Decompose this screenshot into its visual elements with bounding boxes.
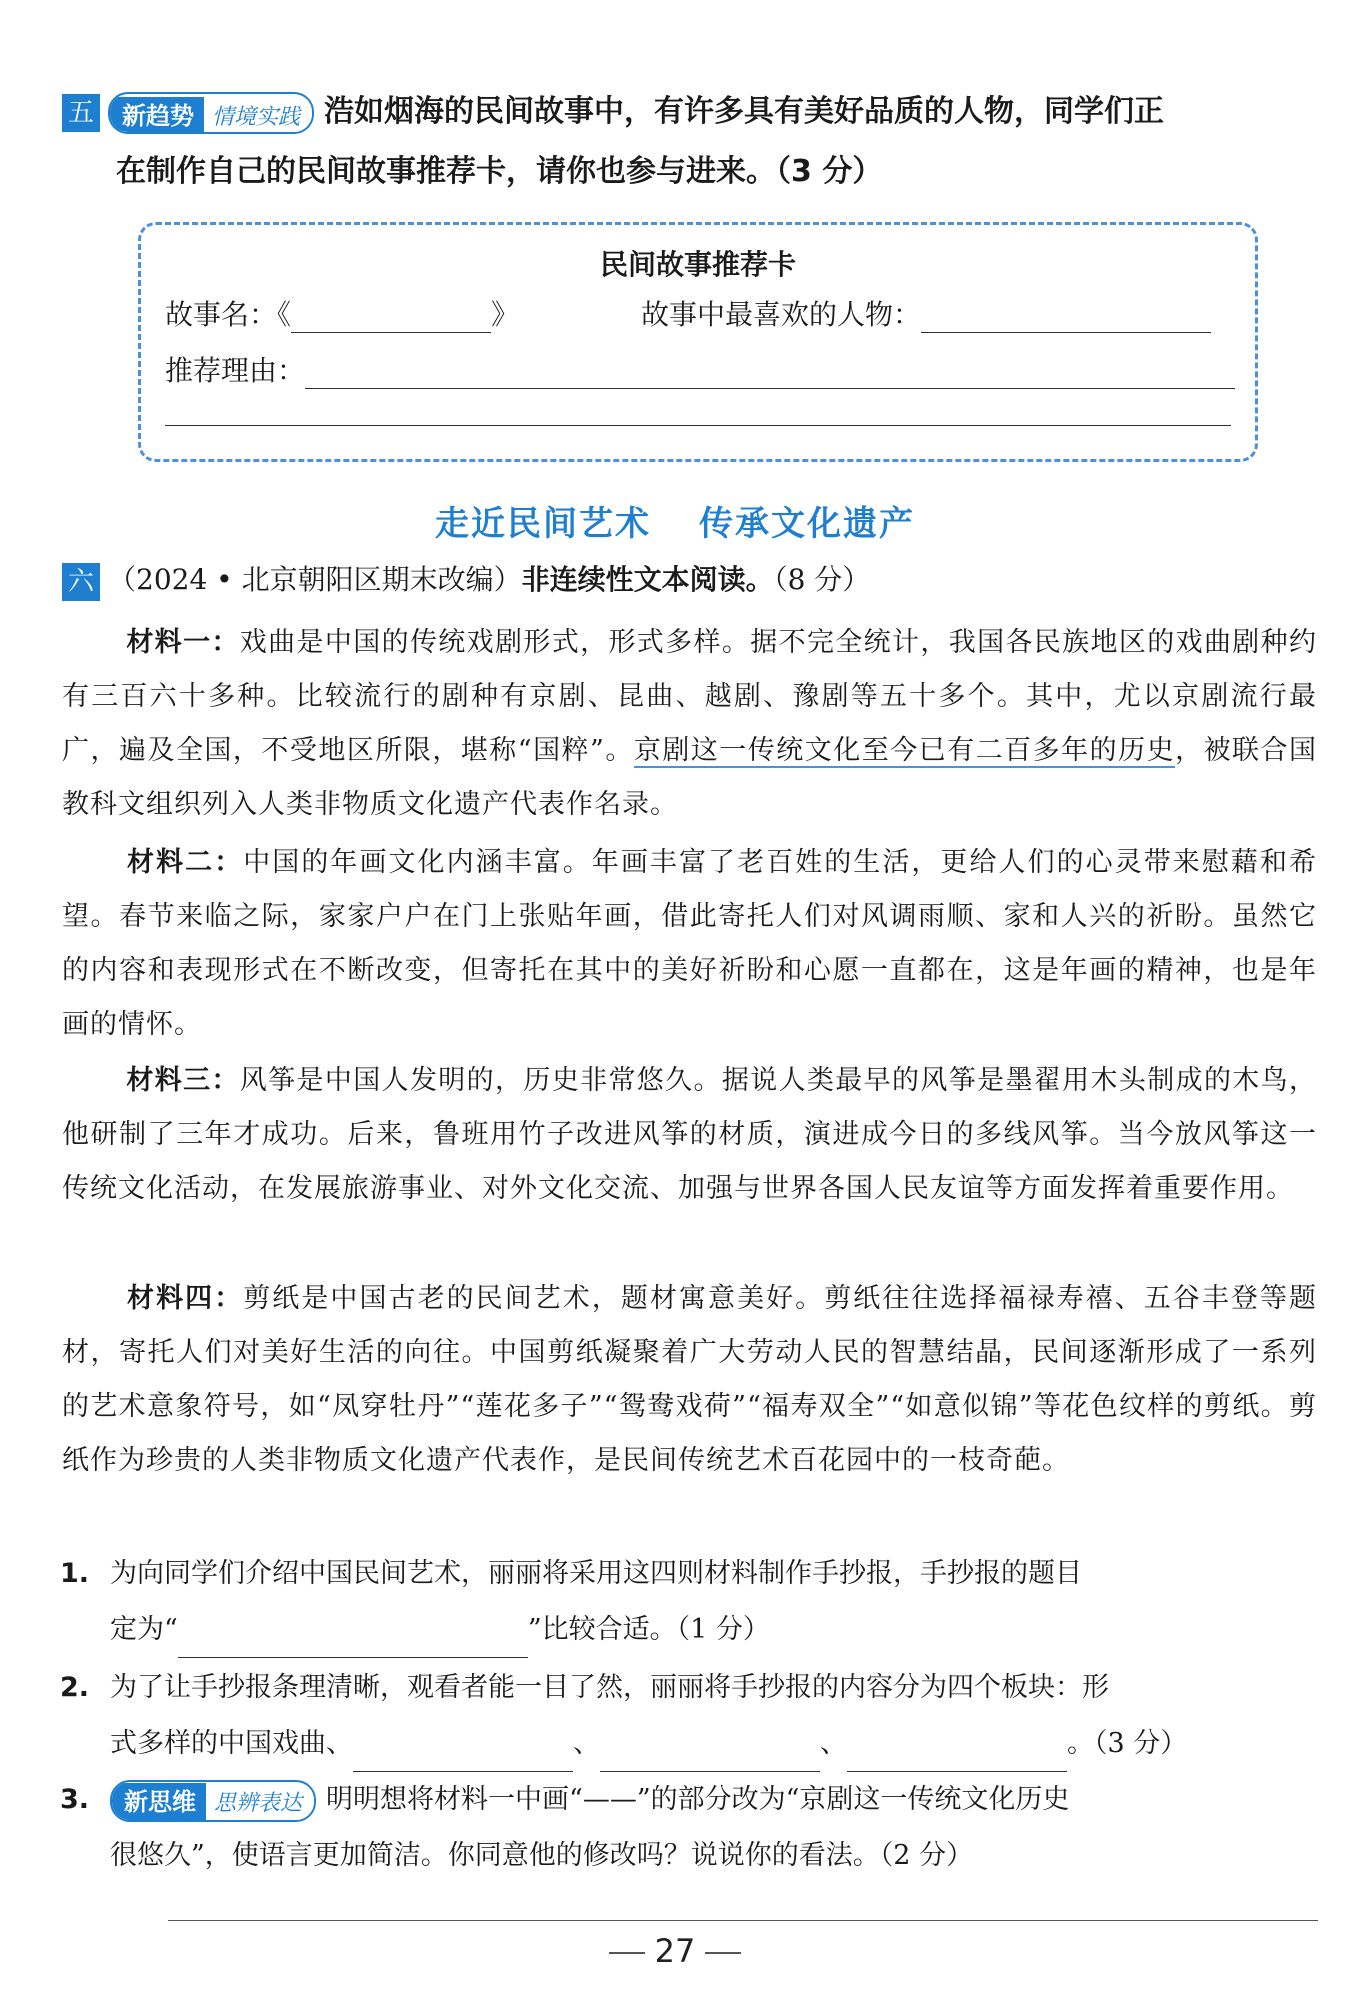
story-name-row: 故事名：《 》	[165, 298, 520, 331]
question-1: 1. 为向同学们介绍中国民间艺术，丽丽将采用这四则材料制作手抄报，手抄报的题目 定为“ ”比较合适。（1 分）	[110, 1546, 1320, 1658]
question-five	[62, 82, 1317, 202]
question-six-title: 非连续性文本阅读。	[521, 563, 774, 596]
favorite-person-blank[interactable]	[921, 302, 1211, 333]
block-answer-blank-2[interactable]	[600, 1741, 820, 1772]
favorite-person-row: 故事中最喜欢的人物：	[641, 293, 1211, 333]
page-number: 27	[0, 1932, 1350, 1970]
reason-row: 推荐理由：	[165, 349, 1235, 389]
material-two: 材料二：中国的年画文化内涵丰富。年画丰富了老百姓的生活，更给人们的心灵带来慰藉和希望。春节来临之际，家家户户在门上张贴年画，借此寄托人们对风调雨顺、家和人兴的祈盼。虽然它的内容和表现形式在不断改变，但寄托在其中的美好祈盼和心愿一直都在，这是年画的精神，也是年画的情怀。	[62, 847, 1318, 1040]
material-three: 材料三：风筝是中国人发明的，历史非常悠久。据说人类最早的风筝是墨翟用木头制成的木鸟，他研制了三年才成功。后来，鲁班用竹子改进风筝的材质，演进成今日的多线风筝。当今放风筝这一传统文化活动，在发展旅游事业、对外文化交流、加强与世界各国人民友谊等方面发挥着重要作用。	[62, 1065, 1318, 1204]
story-name-blank[interactable]	[291, 302, 491, 333]
card-title: 民间故事推荐卡	[599, 248, 796, 281]
material-one: 材料一：戏曲是中国的传统戏剧形式，形式多样。据不完全统计，我国各民族地区的戏曲剧种约有三百六十多种。比较流行的剧种有京剧、昆曲、越剧、豫剧等五十多个。其中，尤以京剧流行最广，遍及全国，不受地区所限，堪称“国粹”。京剧这一传统文化至今已有二百多年的历史，被联合国教科文组织列入人类非物质文化遗产代表作名录。	[62, 627, 1318, 820]
question-2: 2. 为了让手抄报条理清晰，观看者能一目了然，丽丽将手抄报的内容分为四个板块：形 式多样的中国戏曲、 、 、 。（3 分）	[110, 1660, 1320, 1772]
recommendation-card	[138, 222, 1258, 462]
material-four: 材料四：剪纸是中国古老的民间艺术，题材寓意美好。剪纸往往选择福禄寿禧、五谷丰登等题材，寄托人们对美好生活的向往。中国剪纸凝聚着广大劳动人民的智慧结晶，民间逐渐形成了一系列的艺术意象符号，如“凤穿牡丹”“莲花多子”“鸳鸯戏荷”“福寿双全”“如意似锦”等花色纹样的剪纸。剪纸作为珍贵的人类非物质文化遗产代表作，是民间传统艺术百花园中的一枝奇葩。	[62, 1283, 1318, 1476]
new-thinking-tag: 新思维 思辨表达	[110, 1780, 316, 1822]
question-five-prompt-line1: 浩如烟海的民间故事中，有许多具有美好品质的人物，同学们正	[324, 94, 1165, 129]
section-heading: 走近民间艺术 传承文化遗产	[435, 504, 915, 544]
question-six-heading	[62, 558, 870, 602]
question-six-score: （8 分）	[773, 563, 871, 596]
source-note: （2024 • 北京朝阳区期末改编）	[108, 563, 522, 596]
new-trend-tag: 新趋势 情境实践	[108, 92, 314, 134]
question-number-badge: 五	[62, 94, 100, 132]
question-3: 3. 新思维 思辨表达 明明想将材料一中画“——”的部分改为“京剧这一传统文化历史 很悠久”，使语言更加简洁。你同意他的修改吗？说说你的看法。（2 分）	[110, 1772, 1320, 1884]
question-five-prompt-line2: 在制作自己的民间故事推荐卡，请你也参与进来。（3 分）	[116, 154, 883, 189]
question-number-badge: 六	[62, 563, 100, 601]
block-answer-blank-1[interactable]	[353, 1741, 573, 1772]
reason-blank-line1[interactable]	[305, 358, 1235, 389]
block-answer-blank-3[interactable]	[847, 1741, 1067, 1772]
underlined-sentence: 京剧这一传统文化至今已有二百多年的历史	[633, 735, 1176, 766]
answer-line[interactable]	[168, 1920, 1318, 1921]
reason-blank-line2[interactable]	[165, 425, 1231, 426]
title-answer-blank[interactable]	[178, 1627, 528, 1658]
